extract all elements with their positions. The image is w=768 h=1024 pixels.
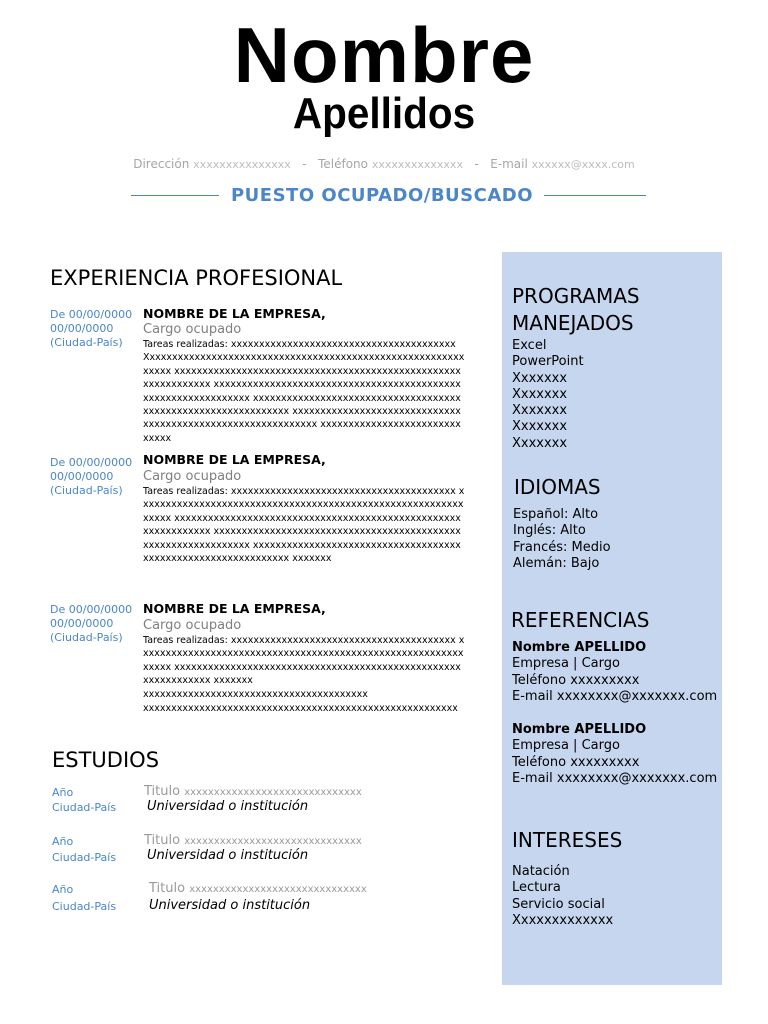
language-item: Español: Alto — [513, 507, 599, 522]
job-date-block — [50, 308, 132, 350]
study-location: Ciudad-País — [52, 851, 117, 864]
interest-item: Natación — [512, 864, 570, 879]
job-tasks — [143, 634, 465, 688]
separator: - — [302, 157, 307, 171]
reference-name: Nombre APELLIDO — [512, 640, 647, 655]
reference-block — [512, 722, 717, 787]
first-name: Nombre — [233, 11, 535, 99]
studies-title: ESTUDIOS — [52, 748, 160, 772]
study-title-label: Titulo — [144, 784, 181, 799]
job-company: NOMBRE DE LA EMPRESA, — [143, 601, 326, 616]
job-location: (Ciudad-País) — [50, 336, 123, 349]
programs-title-line1: PROGRAMAS — [512, 284, 640, 308]
separator: - — [474, 157, 479, 171]
reference-block — [512, 640, 717, 705]
interest-item: Lectura — [512, 880, 561, 896]
email-value: xxxxxx@xxxx.com — [531, 158, 635, 171]
study-title-value: xxxxxxxxxxxxxxxxxxxxxxxxxxxxxx — [184, 787, 362, 798]
study-title — [149, 881, 367, 896]
study-title-label: Titulo — [149, 881, 186, 896]
programs-title — [512, 283, 640, 337]
position-title: PUESTO OCUPADO/BUSCADO — [230, 185, 533, 206]
study-title-value: xxxxxxxxxxxxxxxxxxxxxxxxxxxxxx — [184, 836, 362, 847]
address-value: xxxxxxxxxxxxxxx — [193, 158, 291, 171]
job-date-from: De 00/00/0000 — [50, 603, 133, 616]
interests-list — [512, 864, 613, 929]
job-tasks — [143, 338, 465, 445]
job-tasks-label: Tareas realizadas: — [143, 635, 228, 646]
job-tasks-label: Tareas realizadas: — [143, 486, 228, 497]
program-item: Xxxxxxx — [512, 419, 568, 435]
job-tasks-extra: xxxxxxxxxxxxxxxxxxxxxxxxxxxxxxxxxxxxxxxxxxxxxxxxxxxxxxxx — [143, 703, 458, 714]
program-item: Xxxxxxx — [512, 435, 568, 451]
position-rule-left — [131, 195, 219, 196]
programs-list — [512, 338, 584, 452]
position-rule-right — [544, 195, 646, 196]
program-item: Xxxxxxx — [512, 386, 568, 402]
contact-line — [0, 157, 768, 171]
study-location: Ciudad-País — [52, 900, 117, 913]
study-university: Universidad o institución — [149, 898, 311, 913]
job-tasks-text: xxxxxxxxxxxxxxxxxxxxxxxxxxxxxxxxxxxxxxxx xxxxxxxxxxxxxxxxxxxxxxxxxxxxxxxxxxxxxxxxxxxxxxxxxxxxxxxxxxxxxxx xxxxxxxxxxxxxxxxxxxxxxxxxxxxxxxxxxxxxxxxxxxxxxxxxxxxxxxxxxxxxxx xxxxxxx — [143, 635, 465, 687]
study-university: Universidad o institución — [147, 799, 309, 814]
programs-title-line2: MANEJADOS — [512, 311, 634, 335]
interest-item: Servicio social — [512, 896, 605, 912]
job-tasks-text: xxxxxxxxxxxxxxxxxxxxxxxxxxxxxxxxxxxxxxxx xxxxxxxxxxxxxxxxxxxxxxxxxxxxxxxxxxxxxxxxxxxxxxxxxxxxxxxxxxxxxxx xxxxxxxxxxxxxxxxxxxxxxxxxxxxxxxxxxxxxxxxxxxxxxxxxxxxxxxxxxxxxxx xxxxxxxxxxxxxxxxxxxxxxxxxxxxxxxxxxxxxxxxxxxxxxxxxxxxxxxxxxxxxxx xxxxxxxxxxxxxxxxxxxxxxxxxxxxxxxxxxxxxxxxxxxxxxxxxxxxxxxxxxxxxxx xxxxxxx — [143, 486, 465, 565]
job-date-to: 00/00/0000 — [50, 617, 114, 630]
job-date-block — [50, 456, 132, 498]
reference-company: Empresa | Cargo — [512, 656, 620, 672]
study-year: Año — [52, 835, 74, 848]
job-date-to: 00/00/0000 — [50, 322, 114, 335]
reference-email: E-mail xxxxxxxx@xxxxxxx.com — [512, 688, 718, 704]
address-label: Dirección — [133, 157, 190, 171]
job-tasks-label: Tareas realizadas: — [143, 339, 228, 350]
email-label: E-mail — [490, 157, 528, 171]
job-tasks — [143, 485, 465, 565]
job-role: Cargo ocupado — [143, 322, 242, 337]
study-title — [144, 784, 362, 799]
job-location: (Ciudad-País) — [50, 484, 123, 497]
phone-label: Teléfono — [318, 157, 368, 171]
language-item: Alemán: Bajo — [513, 555, 600, 571]
program-item: Xxxxxxx — [512, 370, 568, 386]
languages-list — [513, 507, 611, 572]
job-company: NOMBRE DE LA EMPRESA, — [143, 306, 326, 321]
program-item: Xxxxxxx — [512, 403, 568, 419]
job-date-from: De 00/00/0000 — [50, 456, 133, 469]
language-item: Francés: Medio — [513, 539, 611, 555]
study-title — [144, 833, 362, 848]
study-university: Universidad o institución — [147, 848, 309, 863]
interest-item: Xxxxxxxxxxxxx — [512, 912, 614, 928]
program-item: Excel — [512, 338, 547, 353]
reference-phone: Teléfono xxxxxxxxx — [512, 672, 640, 688]
languages-title: IDIOMAS — [514, 475, 601, 499]
job-tasks-extra: xxxxxxxxxxxxxxxxxxxxxxxxxxxxxxxxxxxxxxxx — [143, 689, 368, 700]
study-title-label: Titulo — [144, 833, 181, 848]
language-item: Inglés: Alto — [513, 523, 586, 539]
reference-company: Empresa | Cargo — [512, 738, 620, 754]
job-date-block — [50, 603, 132, 645]
references-title: REFERENCIAS — [511, 608, 650, 632]
job-company: NOMBRE DE LA EMPRESA, — [143, 452, 326, 467]
program-item: PowerPoint — [512, 354, 584, 370]
last-name: Apellidos — [292, 89, 476, 138]
experience-title: EXPERIENCIA PROFESIONAL — [50, 266, 343, 290]
study-location: Ciudad-País — [52, 801, 117, 814]
job-location: (Ciudad-País) — [50, 631, 123, 644]
study-year: Año — [52, 883, 74, 896]
job-tasks-text: xxxxxxxxxxxxxxxxxxxxxxxxxxxxxxxxxxxxxxxx Xxxxxxxxxxxxxxxxxxxxxxxxxxxxxxxxxxxxxxxxxxxxxxxxxxxxxxxxxxxxxx xxxxxxxxxxxxxxxxxxxxxxxxxxxxxxxxxxxxxxxxxxxxxxxxxxxxxxxxxxxxxxx xxxxxxxxxxxxxxxxxxxxxxxxxxxxxxxxxxxxxxxxxxxxxxxxxxxxxxxxxxxxxxx xxxxxxxxxxxxxxxxxxxxxxxxxxxxxxxxxxxxxxxxxxxxxxxxxxxxxxxxxxxxxxx xxxxxxxxxxxxxxxxxxxxxxxxxxxxxxxxxxxxxxxxxxxxxxxxxxxxxxxxxxxxx xxxxxxxxxxxxxxxxxxxxxxxxxxxxxx — [143, 339, 465, 444]
reference-name: Nombre APELLIDO — [512, 722, 647, 737]
reference-email: E-mail xxxxxxxx@xxxxxxx.com — [512, 770, 718, 786]
phone-value: xxxxxxxxxxxxxx — [371, 158, 463, 171]
job-date-from: De 00/00/0000 — [50, 308, 133, 321]
job-role: Cargo ocupado — [143, 618, 242, 633]
job-date-to: 00/00/0000 — [50, 470, 114, 483]
reference-phone: Teléfono xxxxxxxxx — [512, 754, 640, 770]
job-role: Cargo ocupado — [143, 469, 242, 484]
study-title-value: xxxxxxxxxxxxxxxxxxxxxxxxxxxxxx — [189, 884, 367, 895]
interests-title: INTERESES — [512, 828, 623, 852]
study-year: Año — [52, 786, 74, 799]
